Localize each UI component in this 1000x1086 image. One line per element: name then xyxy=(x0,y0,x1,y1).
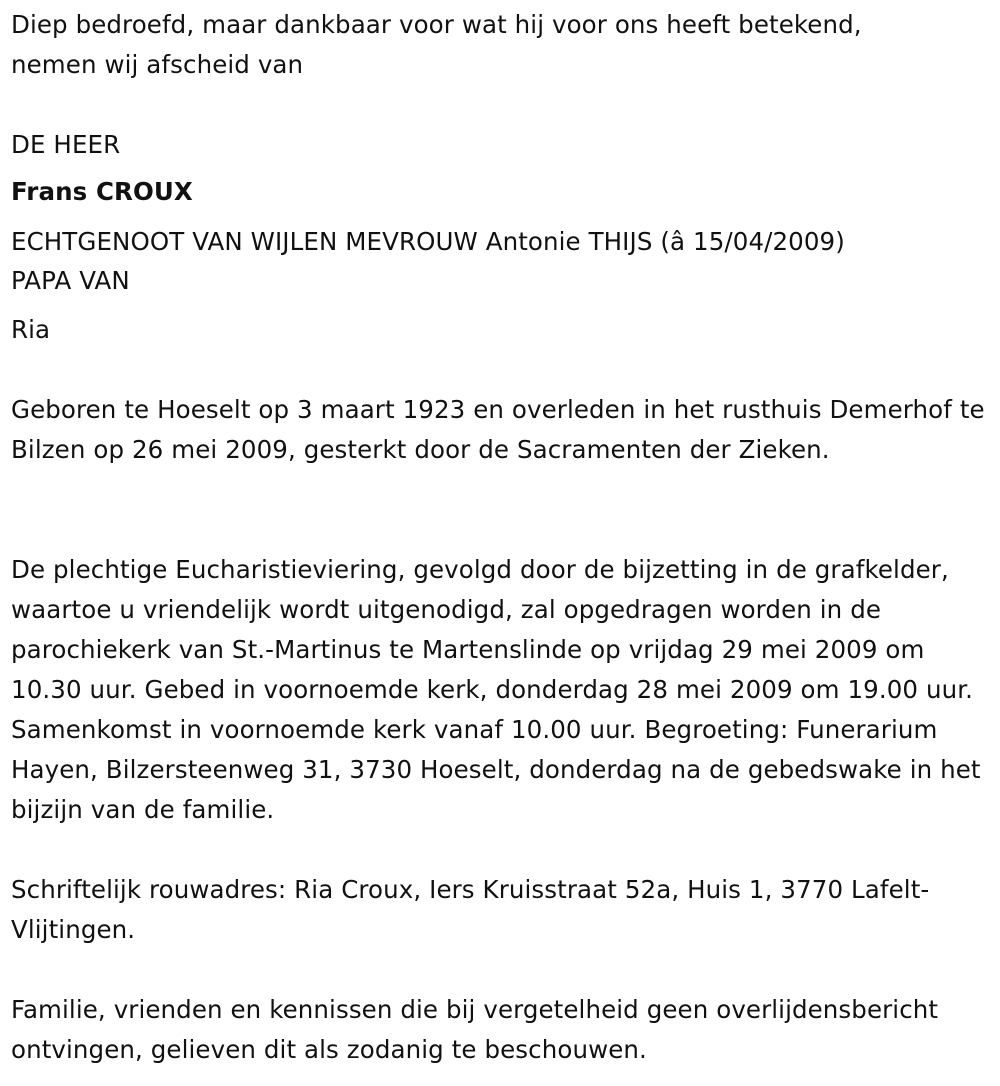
mourning-address-paragraph: Schriftelijk rouwadres: Ria Croux, Iers Kruisstraat 52a, Huis 1, 3770 Lafelt-Vlijtingen. xyxy=(11,875,930,944)
spouse-line: ECHTGENOOT VAN WIJLEN MEVROUW Antonie THIJS (â 15/04/2009) xyxy=(11,227,845,256)
birth-death-paragraph: Geboren te Hoeselt op 3 maart 1923 en overleden in het rusthuis Demerhof te Bilzen op 26 mei 2009, gesterkt door de Sacramenten der Zieken. xyxy=(11,395,985,464)
closing-notice-paragraph: Familie, vrienden en kennissen die bij vergetelheid geen overlijdensbericht ontvingen, gelieven dit als zodanig te beschouwen. xyxy=(11,995,939,1064)
papa-label: PAPA VAN xyxy=(11,266,130,295)
ceremony-paragraph: De plechtige Eucharistieviering, gevolgd door de bijzetting in de grafkelder, waartoe u vriendelijk wordt uitgenodigd, zal opgedragen worden in de parochiekerk van St.-Martinus te Martenslinde op vrijdag 29 mei 2009 om 10.30 uur. Gebed in voornoemde kerk, donderdag 28 mei 2009 om 19.00 uur. Samenkomst in voornoemde kerk vanaf 10.00 uur. Begroeting: Funerarium Hayen, Bilzersteenweg 31, 3730 Hoeselt, donderdag na de gebedswake in het bijzijn van de familie. xyxy=(11,555,981,824)
intro-line-1: Diep bedroefd, maar dankbaar voor wat hij voor ons heeft betekend, xyxy=(11,10,862,39)
child-name: Ria xyxy=(11,315,51,344)
intro-line-2: nemen wij afscheid van xyxy=(11,50,304,79)
deceased-title: DE HEER xyxy=(11,130,121,159)
deceased-name: Frans CROUX xyxy=(11,177,193,206)
